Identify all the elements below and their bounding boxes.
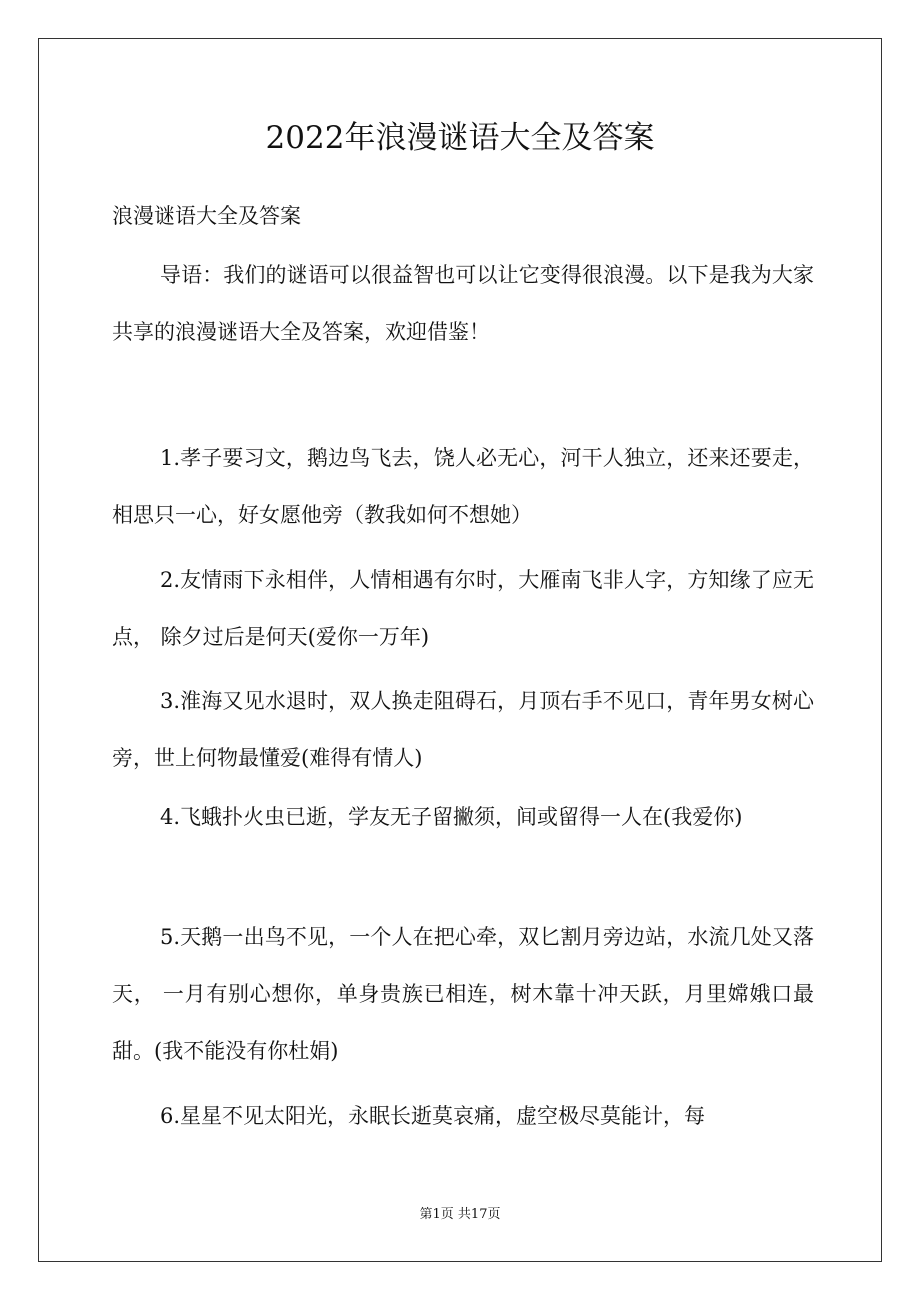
- riddle-paragraph-1: 1.孝子要习文，鹅边鸟飞去，饶人必无心，河干人独立，还来还要走，相思只一心，好女愿他旁（教我如何不想她）: [112, 446, 814, 527]
- document-subtitle: 浪漫谜语大全及答案: [112, 204, 301, 228]
- riddle-paragraph-6: 6.星星不见太阳光，永眠长逝莫哀痛，虚空极尽莫能计，每: [160, 1104, 706, 1128]
- riddle-paragraph-4: 4.飞蛾扑火虫已逝，学友无子留撇须，间或留得一人在(我爱你): [160, 805, 743, 829]
- riddle-paragraph-2: 2.友情雨下永相伴，人情相遇有尔时，大雁南飞非人字，方知缘了应无点， 除夕过后是何天(爱你一万年): [112, 568, 814, 649]
- riddle-paragraph-5: 5.天鹅一出鸟不见，一个人在把心牵，双匕割月旁边站，水流几处又落天， 一月有别心想你，单身贵族已相连，树木靠十冲天跃，月里嫦娥口最甜。(我不能没有你杜娟): [112, 925, 814, 1063]
- riddle-paragraph-3: 3.淮海又见水退时，双人换走阻碍石，月顶右手不见口，青年男女树心旁，世上何物最懂爱(难得有情人): [112, 689, 814, 770]
- document-title: 2022年浪漫谜语大全及答案: [265, 120, 655, 156]
- page-number-footer: 第1页 共17页: [419, 1207, 501, 1222]
- intro-paragraph: 导语：我们的谜语可以很益智也可以让它变得很浪漫。以下是我为大家共享的浪漫谜语大全及答案，欢迎借鉴！: [112, 263, 814, 344]
